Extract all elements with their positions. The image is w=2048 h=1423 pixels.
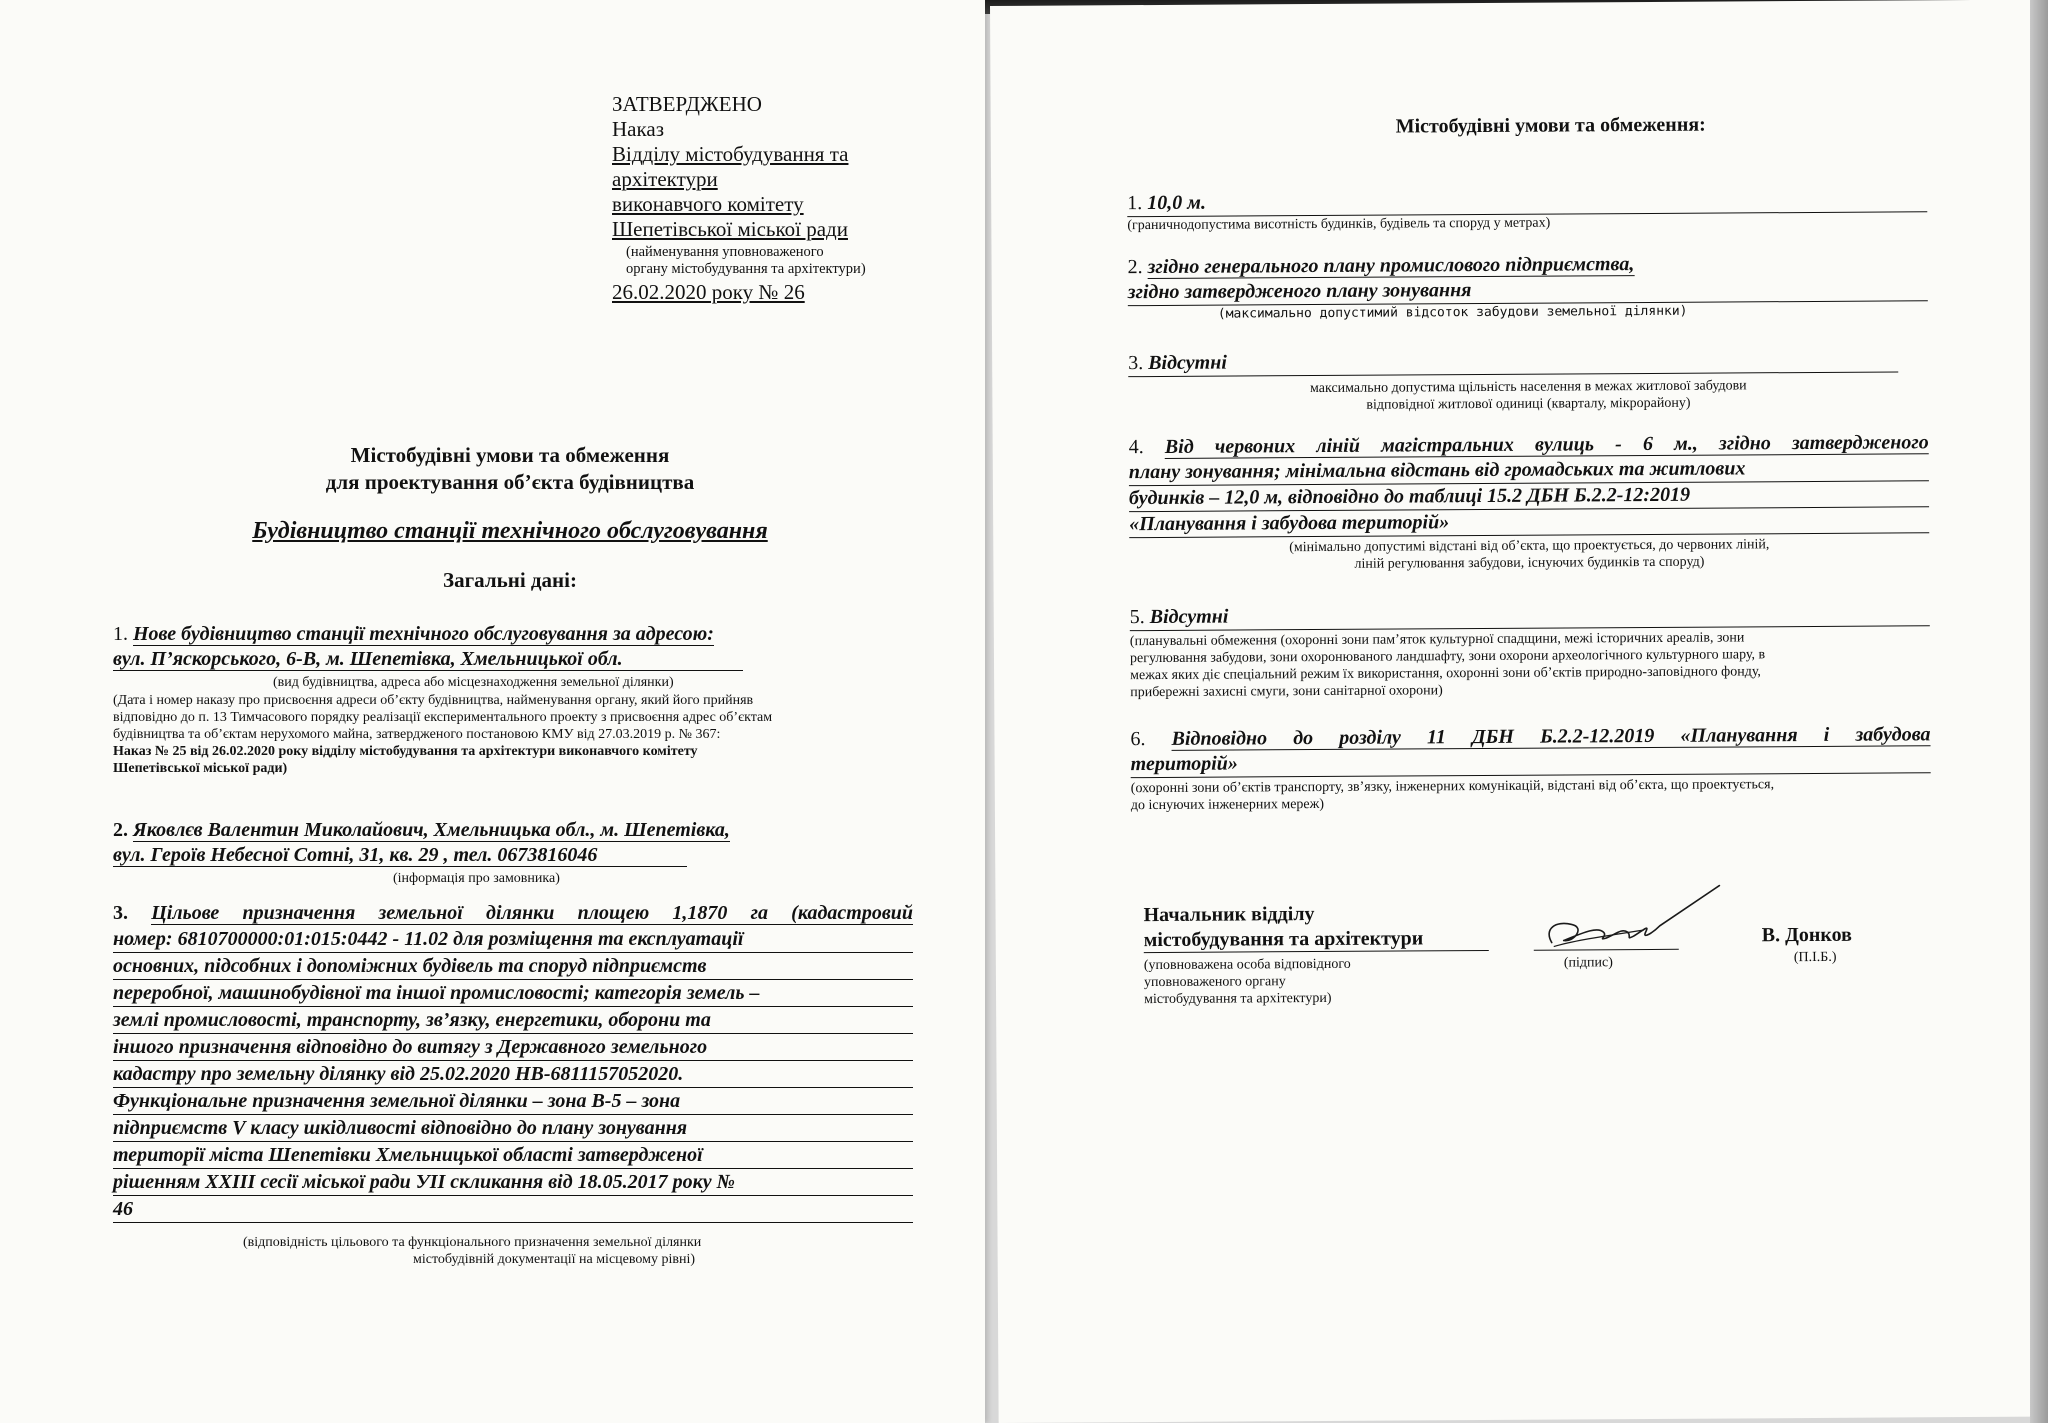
item4-line3: будинків – 12,0 м, відповідно до таблиці 15.2 ДБН Б.2.2-12:2019 (1129, 481, 1929, 512)
item3-line-0: Цільове призначення земельної ділянки площею 1,1870 га (кадастровий (151, 902, 914, 924)
condition-item-3 (1128, 346, 1928, 415)
object-name: Будівництво станції технічного обслуговування (252, 518, 768, 544)
item3-caption-line1: максимально допустима щільність населення в межах житлової забудови (1309, 378, 1747, 397)
item1-caption: (граничнодопустима висотність будинків, будівель та споруд у метрах) (1127, 215, 1551, 234)
item-number: 6. (1130, 728, 1146, 751)
item3-caption-line2: відповідної житлової одиниці (кварталу, мікрорайону) (1366, 395, 1691, 413)
role-caption-line1: (уповноважена особа відповідного (1143, 956, 1351, 974)
item2-line2: вул. Героїв Небесної Сотні, 31, кв. 29 , тел. 0673816046 (113, 844, 687, 867)
item6-line1: Відповідно до розділу 11 ДБН Б.2.2-12.2019 «Планування і забудова (1171, 723, 1931, 750)
item2-line2: згідно затвердженого плану зонування (1128, 275, 1928, 306)
signatory-name-caption: (П.І.Б.) (1793, 949, 1837, 966)
heading-line2: для проектування об’єкта будівництва (325, 470, 695, 494)
approval-title: ЗАТВЕРДЖЕНО (612, 92, 762, 116)
item1-value: 10,0 м. (1147, 191, 1206, 215)
item3-caption (113, 1234, 913, 1268)
item4-line4: «Планування і забудова територій» (1129, 507, 1929, 538)
item6-line2: територій» (1131, 747, 1931, 778)
item3-line-3: переробної, машинобудівної та іншої промисловості; категорія земель – (113, 980, 913, 1007)
item3-last-line: 46 (113, 1196, 913, 1223)
right-page-heading: Містобудівні умови та обмеження: (1395, 113, 1706, 138)
signatory-title-line2: містобудування та архітектури (1143, 927, 1424, 952)
left-page-heading (200, 442, 820, 496)
item3-line-2: основних, підсобних і допоміжних будівель та споруд підприємств (113, 953, 913, 980)
heading-line1: Містобудівні умови та обмеження (350, 443, 670, 467)
item3-line-7: Функціональне призначення земельної ділянки – зона В-5 – зона (113, 1088, 913, 1115)
item-number: 4. (1128, 436, 1144, 459)
condition-item-5 (1130, 600, 1931, 701)
item3-line-5: іншого призначення відповідно до витягу з Державного земельного (113, 1034, 913, 1061)
item4-line1: Від червоних ліній магістральних вулиць - 6 м., згідно затвердженого (1164, 431, 1929, 458)
item3-line-9: території міста Шепетівки Хмельницької області затвердженої (113, 1142, 913, 1169)
item1-desc-line4: Наказ № 25 від 26.02.2020 року відділу містобудування та архітектури виконавчого комітету (113, 744, 698, 759)
item6-caption-line2: до існуючих інженерних мереж) (1130, 796, 1325, 814)
approval-date-number: 26.02.2020 року № 26 (612, 280, 805, 304)
item4-caption-line1: (мінімально допустимі відстані від об’єкта, що проектується, до червоних ліній, (1289, 537, 1770, 556)
signature-caption: (підпис) (1563, 955, 1613, 971)
signatory-title (1143, 901, 1423, 953)
approval-department-line1: Відділу містобудування та (612, 142, 849, 166)
item3-caption-line1: (відповідність цільового та функціонального призначення земельної ділянки (243, 1235, 702, 1250)
item1-caption: (вид будівництва, адреса або місцезнаходження земельної ділянки) (273, 675, 674, 690)
item-number: 2. (1127, 256, 1143, 279)
general-item-2 (113, 818, 863, 887)
item3-line-8: підприємств V класу шкідливості відповідно до плану зонування (113, 1115, 913, 1142)
item4-line2: плану зонування; мінімальна відстань від громадських та житлових (1129, 455, 1929, 486)
approval-caption-line1: (найменування уповноваженого (626, 244, 824, 260)
signature-block (1143, 898, 1924, 1023)
item3-value: Відсутні (1148, 351, 1227, 375)
item5-caption-line1: (планувальні обмеження (охоронні зони пам’яток культурної спадщини, межі історичних ареалів, зони (1129, 630, 1745, 650)
role-caption-line2: уповноваженого органу (1143, 974, 1286, 991)
item-number: 1. (1127, 192, 1143, 215)
item2-line1: згідно генерального плану промислового підприємства, (1147, 253, 1635, 279)
approval-committee: виконавчого комітету (612, 192, 804, 216)
item5-caption-line2: регулювання забудови, зони охоронюваного ландшафту, зони охорони археологічного культурного шару, в (1129, 647, 1766, 667)
item-number: 2. (113, 819, 128, 841)
condition-item-1 (1127, 186, 1927, 234)
condition-item-6 (1130, 722, 1931, 814)
general-data-heading: Загальні дані: (443, 568, 577, 592)
item2-caption: (інформація про замовника) (393, 871, 560, 886)
approval-stamp-block (612, 92, 866, 305)
item3-line-1: номер: 6810700000:01:015:0442 - 11.02 для розміщення та експлуатації (113, 926, 913, 953)
approval-order: Наказ (612, 117, 664, 141)
item5-caption-line3: межах яких діє спеціальний режим їх використання, охоронні зони об’єктів природно-заповідного фонду, (1130, 664, 1761, 684)
item5-caption-line4: прибережні захисні смуги, зони санітарної охорони) (1130, 683, 1443, 701)
approval-caption-line2: органу містобудування та архітектури) (626, 261, 866, 277)
item3-line-4: землі промисловості, транспорту, зв’язку, енергетики, оборони та (113, 1007, 913, 1034)
item-number: 5. (1129, 606, 1145, 629)
signatory-name: В. Донков (1761, 923, 1852, 947)
right-page (990, 0, 2048, 1423)
condition-item-4 (1129, 430, 1930, 574)
item-number: 3. (113, 902, 128, 924)
item1-line2: вул. П’яскорського, 6-В, м. Шепетівка, Хмельницької обл. (113, 648, 743, 671)
signatory-title-line1: Начальник відділу (1143, 903, 1315, 927)
item3-line-6: кадастру про земельну ділянку від 25.02.2020 НВ-6811157052020. (113, 1061, 913, 1088)
general-item-1 (113, 622, 913, 691)
item2-line1: Яковлєв Валентин Миколайович, Хмельницька обл., м. Шепетівка, (133, 819, 730, 841)
item-number: 3. (1128, 352, 1144, 375)
item1-line1: Нове будівництво станції технічного обслуговування за адресою: (133, 623, 714, 645)
scan-right-edge (2030, 0, 2048, 1423)
approval-department-line2: архітектури (612, 167, 718, 191)
item1-desc-line2: відповідно до п. 13 Тимчасового порядку реалізації експериментального проекту з присвоєння адрес об’єктам (113, 710, 773, 725)
item1-desc-line1: (Дата і номер наказу про присвоєння адреси об’єкту будівництва, найменування органу, який його прийняв (113, 693, 754, 708)
item3-line-10: рішенням ХХІІІ сесії міської ради УІІ скликання від 18.05.2017 року № (113, 1169, 913, 1196)
general-item-3 (113, 900, 913, 1223)
left-page (0, 0, 985, 1423)
item5-value: Відсутні (1149, 605, 1229, 629)
item-number: 1. (113, 623, 128, 645)
item1-description (113, 692, 943, 777)
item4-caption-line2: ліній регулювання забудови, існуючих будинків та споруд) (1354, 554, 1705, 572)
role-caption-line3: містобудування та архітектури) (1144, 990, 1332, 1008)
item6-caption-line1: (охоронні зони об’єктів транспорту, зв’язку, інженерних комунікацій, відстані від об’єкта, що проектується, (1130, 777, 1775, 797)
item1-desc-line3: будівництва та об’єктам нерухомого майна, затвердженого постановою КМУ від 27.03.2019 р. № 367: (113, 727, 721, 742)
approval-council: Шепетівської міської ради (612, 217, 848, 241)
item3-caption-line2: містобудівній документації на місцевому рівні) (413, 1252, 696, 1267)
item1-desc-line5: Шепетівської міської ради) (113, 761, 288, 776)
item2-caption: (максимально допустимий відсоток забудови земельної ділянки) (1217, 303, 1688, 322)
signatory-role-caption (1144, 956, 1351, 1008)
condition-item-2 (1128, 250, 1928, 323)
